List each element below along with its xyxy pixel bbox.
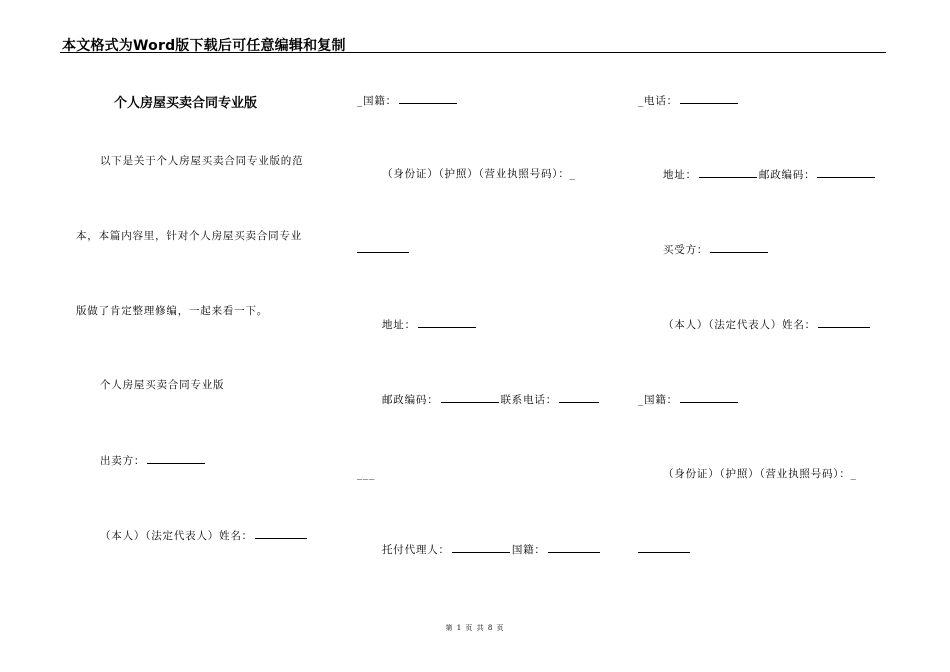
seller-postcode-blank (441, 393, 499, 403)
seller-agent-nationality-blank (548, 543, 600, 553)
buyer-nationality-label: _国籍： (638, 394, 678, 406)
agent-address-label: 地址： (663, 169, 697, 181)
buyer-id-blank-line (638, 543, 692, 556)
download-banner: 本文格式为Word版下载后可任意编辑和复制 (62, 38, 346, 54)
agent-phone-label: _电话： (638, 95, 678, 107)
seller-nationality-blank (399, 94, 457, 104)
buyer-nationality-blank (680, 393, 738, 403)
document-title: 个人房屋买卖合同专业版 (114, 96, 258, 111)
buyer-id-line: （身份证）（护照）（营业执照号码）：_ (663, 468, 857, 480)
seller-address-label: 地址： (382, 319, 416, 331)
intro-line-3: 版做了肯定整理修编，一起来看一下。 (76, 305, 269, 317)
buyer-id-blank (638, 543, 690, 553)
seller-postcode-line (382, 393, 601, 406)
seller-agent-blank (452, 543, 510, 553)
seller-nationality-line (357, 94, 459, 107)
header-rule (60, 52, 886, 53)
contract-subtitle: 个人房屋买卖合同专业版 (100, 379, 225, 391)
seller-short-blank-line: ___ (357, 468, 376, 480)
buyer-legal-rep-line (663, 318, 872, 331)
agent-phone-line (638, 94, 740, 107)
intro-line-1: 以下是关于个人房屋买卖合同专业版的范 (100, 155, 304, 167)
buyer-label: 买受方： (663, 244, 709, 256)
seller-agent-line (382, 543, 602, 556)
page-number: 第 1 页 共 8 页 (445, 624, 505, 632)
seller-agent-label: 托付代理人： (382, 544, 450, 556)
seller-postcode-label: 邮政编码： (382, 394, 439, 406)
seller-address-line (382, 318, 478, 331)
seller-phone-blank (559, 393, 599, 403)
agent-postcode-blank (817, 168, 875, 178)
seller-phone-label: 联系电话： (500, 394, 557, 406)
buyer-name-blank (818, 318, 870, 328)
intro-line-2: 本，本篇内容里，针对个人房屋买卖合同专业 (76, 230, 302, 242)
seller-blank (147, 454, 205, 464)
seller-line (100, 454, 207, 467)
seller-agent-nationality-label: 国籍： (511, 544, 546, 556)
seller-name-blank (255, 529, 307, 539)
seller-address-blank (418, 318, 476, 328)
buyer-blank (710, 243, 768, 253)
buyer-nationality-line (638, 393, 740, 406)
seller-id-line: （身份证）（护照）（营业执照号码）：_ (382, 168, 576, 180)
seller-legal-rep-label: （本人）（法定代表人）姓名： (100, 530, 253, 542)
agent-postcode-label: 邮政编码： (758, 169, 816, 181)
seller-legal-rep-line (100, 529, 309, 542)
agent-address-blank (699, 168, 757, 178)
seller-id-blank (357, 243, 409, 253)
agent-phone-blank (680, 94, 738, 104)
seller-id-blank-line (357, 243, 411, 256)
buyer-legal-rep-label: （本人）（法定代表人）姓名： (663, 319, 816, 331)
seller-nationality-label: _国籍： (357, 95, 397, 107)
buyer-line (663, 243, 770, 256)
agent-address-line (663, 168, 877, 181)
seller-label: 出卖方： (100, 455, 146, 467)
